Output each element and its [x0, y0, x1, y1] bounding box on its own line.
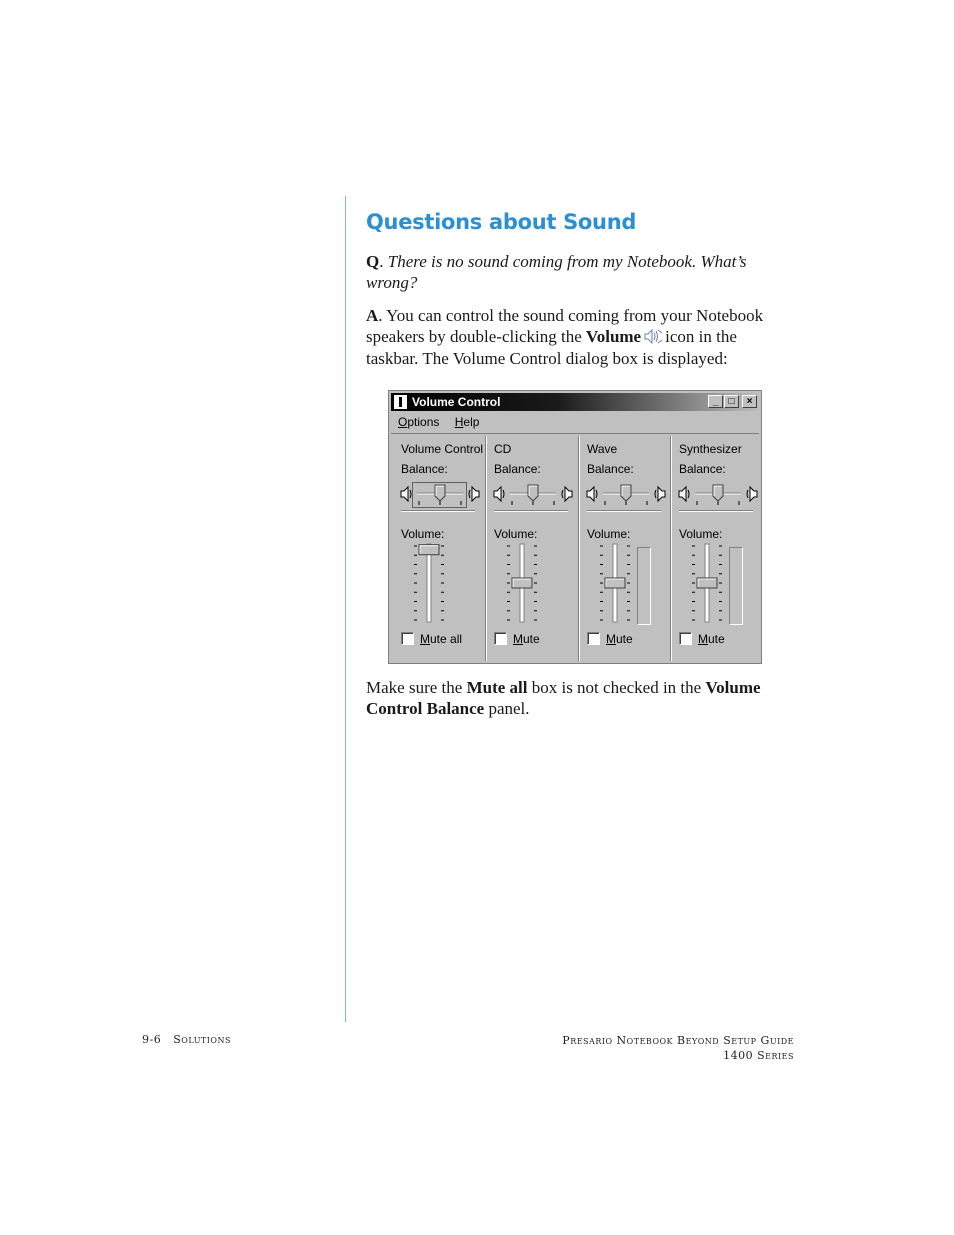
mute-all-term: Mute all: [466, 678, 528, 697]
volume-control-dialog: [388, 390, 762, 664]
question-paragraph: [366, 252, 776, 293]
volume-control-balance-term: Volume Control Balance: [366, 678, 761, 718]
content-column: [366, 210, 776, 383]
closing-text-2: box is not checked in the: [531, 678, 702, 697]
panel-synthesizer: [669, 434, 761, 661]
checkbox-box[interactable]: [587, 632, 600, 645]
book-title: Presario Notebook Beyond Setup Guide: [562, 1034, 794, 1047]
menu-help-accel: H: [454, 415, 464, 429]
speaker-icon: [587, 487, 597, 501]
closing-paragraph: [366, 678, 776, 719]
speaker-icon: [469, 487, 479, 501]
speaker-icon: [401, 487, 411, 501]
balance-label: Balance:: [494, 462, 541, 476]
question-label: Q: [366, 252, 380, 271]
mute-checkbox[interactable]: [494, 632, 540, 646]
series-name: 1400 Series: [723, 1049, 794, 1062]
mute-accel: M: [420, 632, 430, 646]
page-number: 9-6: [142, 1033, 162, 1046]
mute-label: ute all: [430, 632, 463, 646]
answer-text-2: icon in the taskbar. The Volume Control dialog box is displayed:: [366, 326, 737, 368]
close-button[interactable]: ×: [742, 395, 757, 408]
speaker-icon: [643, 329, 663, 350]
volume-slider[interactable]: [413, 542, 473, 626]
speaker-icon: [747, 487, 757, 501]
menu-options-accel: O: [398, 415, 408, 429]
answer-text-1: . You can control the sound coming from your Notebook speakers by double-clicking the: [366, 306, 764, 346]
app-icon: [394, 395, 407, 409]
balance-label: Balance:: [587, 462, 634, 476]
mute-label: ute: [708, 632, 725, 646]
menu-help-rest: elp: [463, 415, 480, 429]
mute-label: ute: [616, 632, 633, 646]
balance-slider[interactable]: [492, 482, 574, 508]
dialog-title: Volume Control: [412, 395, 501, 409]
mute-checkbox[interactable]: [587, 632, 633, 646]
balance-slider[interactable]: [585, 482, 667, 508]
checkbox-box[interactable]: [494, 632, 507, 645]
footer-left: [142, 1033, 231, 1046]
question-sep: .: [379, 252, 384, 271]
mute-label: ute: [523, 632, 540, 646]
panel-volume-control: [391, 434, 483, 661]
panel-title: Volume Control: [401, 442, 484, 456]
panel-title: Synthesizer: [679, 442, 742, 456]
mute-all-checkbox[interactable]: [401, 632, 462, 646]
speaker-icon: [562, 487, 572, 501]
balance-slider[interactable]: [399, 482, 481, 508]
balance-label: Balance:: [401, 462, 448, 476]
closing-block: [366, 678, 776, 732]
level-meter: [637, 547, 651, 625]
menu-help[interactable]: [455, 415, 480, 429]
panel-divider: [587, 510, 661, 511]
panel-cd: [484, 434, 576, 661]
margin-rule: [345, 196, 346, 1022]
level-meter: [729, 547, 743, 625]
panel-divider: [401, 510, 475, 511]
section-heading: Questions about Sound: [366, 210, 637, 234]
volume-term: Volume: [586, 326, 642, 346]
volume-label: Volume:: [494, 527, 538, 541]
mute-accel: M: [698, 632, 708, 646]
mute-accel: M: [606, 632, 616, 646]
speaker-icon: [494, 487, 504, 501]
minimize-button[interactable]: _: [708, 395, 723, 408]
panel-divider: [494, 510, 568, 511]
panel-title: CD: [494, 442, 512, 456]
closing-text-3: panel.: [488, 698, 530, 718]
mute-accel: M: [513, 632, 523, 646]
menu-options-rest: ptions: [407, 415, 440, 429]
volume-label: Volume:: [401, 527, 445, 541]
balance-slider[interactable]: [677, 482, 759, 508]
mixer-panels: [391, 433, 759, 661]
volume-label: Volume:: [679, 527, 723, 541]
panel-wave: [577, 434, 669, 661]
volume-thumb[interactable]: [419, 545, 439, 555]
menu-bar: [391, 413, 759, 431]
checkbox-box[interactable]: [401, 632, 414, 645]
section-name: Solutions: [173, 1033, 231, 1046]
mute-checkbox[interactable]: [679, 632, 725, 646]
closing-text-1: Make sure the: [366, 678, 463, 697]
question-text: There is no sound coming from my Notebook. What’s wrong?: [366, 252, 747, 292]
speaker-icon: [679, 487, 689, 501]
answer-paragraph: [366, 306, 776, 370]
volume-label: Volume:: [587, 527, 631, 541]
answer-label: A: [366, 306, 379, 325]
menu-options[interactable]: [398, 415, 439, 429]
volume-slider[interactable]: [506, 542, 566, 626]
balance-label: Balance:: [679, 462, 726, 476]
panel-divider: [679, 510, 753, 511]
footer-right: [562, 1033, 794, 1063]
dialog-titlebar[interactable]: [391, 393, 759, 411]
maximize-button[interactable]: □: [724, 395, 739, 408]
checkbox-box[interactable]: [679, 632, 692, 645]
speaker-icon: [655, 487, 665, 501]
panel-title: Wave: [587, 442, 618, 456]
